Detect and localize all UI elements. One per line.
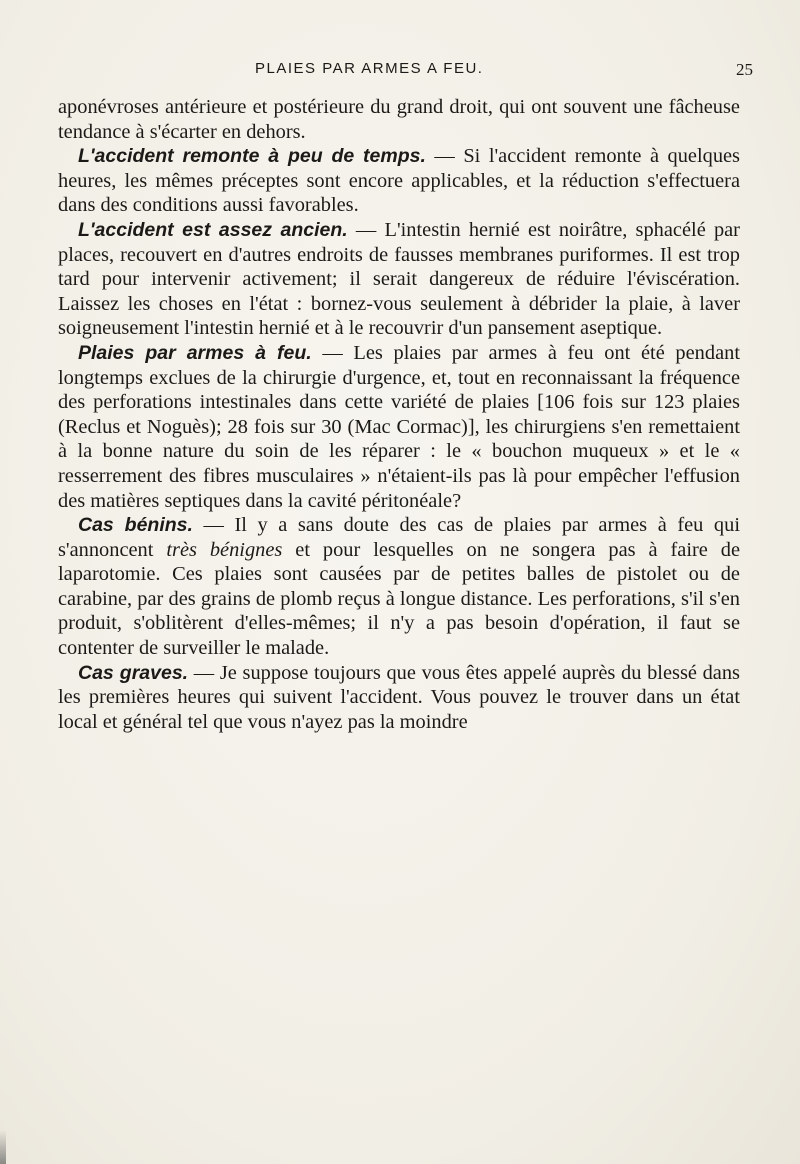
paragraph-text: — Il y a sans doute des cas de plaies par armes à feu qui s'annoncent [58,514,740,561]
emphasized-text: très bénignes [166,538,283,561]
paragraph-text: — Je suppose toujours que vous êtes appelé auprès du blessé dans les premières heures qui suivent l'accident. Vous pouvez le trouver dans un état local et général tel que vous n'ayez pas la moindre [58,661,740,733]
scan-edge-shadow [0,1130,6,1164]
section-heading: Cas graves. [78,661,189,684]
section-heading: Plaies par armes à feu. [78,341,312,364]
paragraph-accident-ancien [58,218,740,341]
section-heading: L'accident est assez ancien. [78,218,348,241]
running-title: PLAIES PAR ARMES A FEU. [255,60,484,77]
paragraph-text: — Les plaies par armes à feu ont été pendant longtemps exclues de la chirurgie d'urgence, et, tout en reconnaissant la fréquence des perforations intestinales dans cette variété de plaies [106 fois sur 123 plaies (Reclus et Noguès); 28 fois sur 30 (Mac Cormac)], les chirurgiens s'en remettaient à la bonne nature du soin de les réparer : le « bouchon muqueux » et le « resserrement des fibres musculaires » n'étaient-ils pas là pour empêcher l'effusion des matières septiques dans la cavité péritonéale? [58,341,740,512]
paragraph-continuation [58,95,740,144]
paragraph-text: aponévroses antérieure et postérieure du grand droit, qui ont souvent une fâcheuse tendance à s'écarter en dehors. [58,96,740,143]
paragraph-plaies-armes-feu [58,341,740,513]
paragraph-text: — L'intestin hernié est noirâtre, sphacélé par places, recouvert en d'autres endroits de fausses membranes puriformes. Il est trop tard pour intervenir activement; il serait dangereux de réduire l'éviscération. Laissez les choses en l'état : bornez-vous seulement à débrider la plaie, à laver soigneusement l'intestin hernié et à le recouvrir d'un pansement aseptique. [58,218,740,340]
running-head [0,60,800,84]
section-heading: Cas bénins. [78,514,193,537]
paragraph-accident-recent [58,144,740,218]
paragraph-cas-benins [58,513,740,661]
page-number: 25 [736,60,753,79]
body-text [58,95,740,734]
paragraph-cas-graves [58,661,740,735]
section-heading: L'accident remonte à peu de temps. [78,145,426,168]
paragraph-text: — Si l'accident remonte à quelques heures, les mêmes préceptes sont encore applicables, et la réduction s'effectuera dans des conditions aussi favorables. [58,145,740,217]
paragraph-text: et pour lesquelles on ne songera pas à faire de laparotomie. Ces plaies sont causées par de petites balles de pistolet ou de carabine, par des grains de plomb reçus à longue distance. Les perforations, s'il s'en produit, s'oblitèrent d'elles-mêmes; il n'y a pas besoin d'opération, il faut se contenter de surveiller le malade. [58,538,740,660]
